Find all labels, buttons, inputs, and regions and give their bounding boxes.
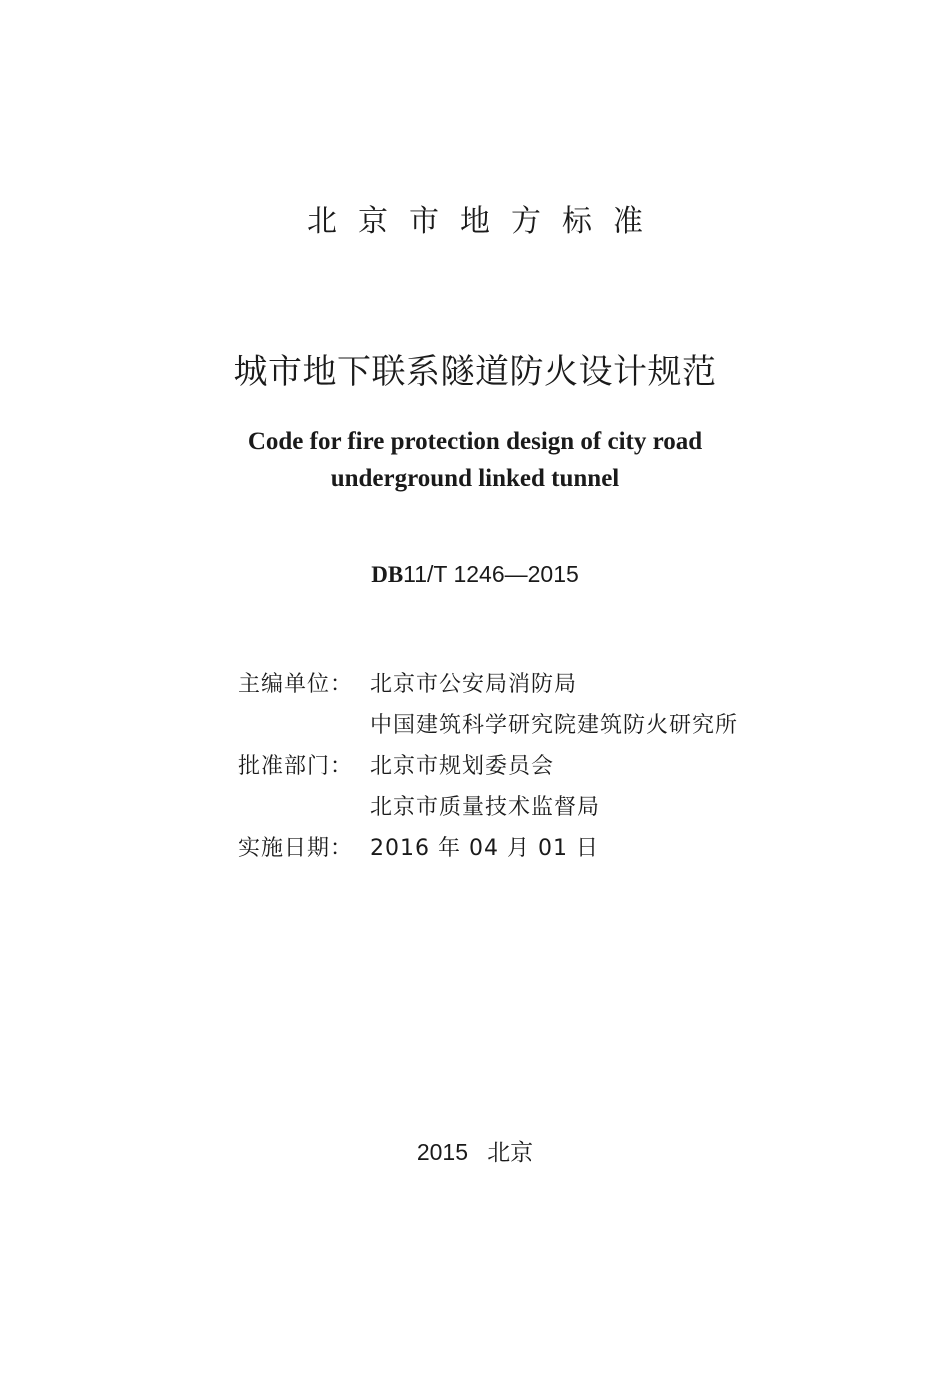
info-block <box>238 664 738 869</box>
info-value-editor-2: 中国建筑科学研究院建筑防火研究所 <box>370 713 739 738</box>
info-row-approver <box>238 746 738 787</box>
standard-type-heading: 北京市地方标准 <box>307 204 664 239</box>
info-value-editor-1: 北京市公安局消防局 <box>370 672 578 697</box>
standard-number <box>0 557 950 592</box>
info-label-effective-date: 实施日期： <box>238 836 354 861</box>
title-chinese: 城市地下联系隧道防火设计规范 <box>233 352 717 392</box>
info-row-editor <box>238 664 738 705</box>
info-row-effective-date <box>238 828 738 869</box>
info-label-approver: 批准部门： <box>238 754 354 779</box>
info-value-approver-1: 北京市规划委员会 <box>370 754 555 779</box>
imprint-city: 北京 <box>487 1139 534 1165</box>
title-english <box>0 423 950 497</box>
info-value-effective-date: 2016 年 04 月 01 日 <box>370 836 599 861</box>
imprint <box>0 1132 950 1172</box>
info-row-approver-2 <box>238 787 738 828</box>
info-label-empty <box>238 787 370 828</box>
info-row-editor-2 <box>238 705 738 746</box>
info-label-editor: 主编单位： <box>238 672 354 697</box>
standard-number-code: 11/T 1246—2015 <box>403 561 579 587</box>
info-label-empty <box>238 705 370 746</box>
standard-number-prefix: DB <box>371 562 404 587</box>
title-english-line-1: Code for fire protection design of city road <box>247 428 703 455</box>
imprint-year: 2015 <box>416 1139 468 1165</box>
title-english-line-2: underground linked tunnel <box>330 465 620 492</box>
info-value-approver-2: 北京市质量技术监督局 <box>370 795 601 820</box>
